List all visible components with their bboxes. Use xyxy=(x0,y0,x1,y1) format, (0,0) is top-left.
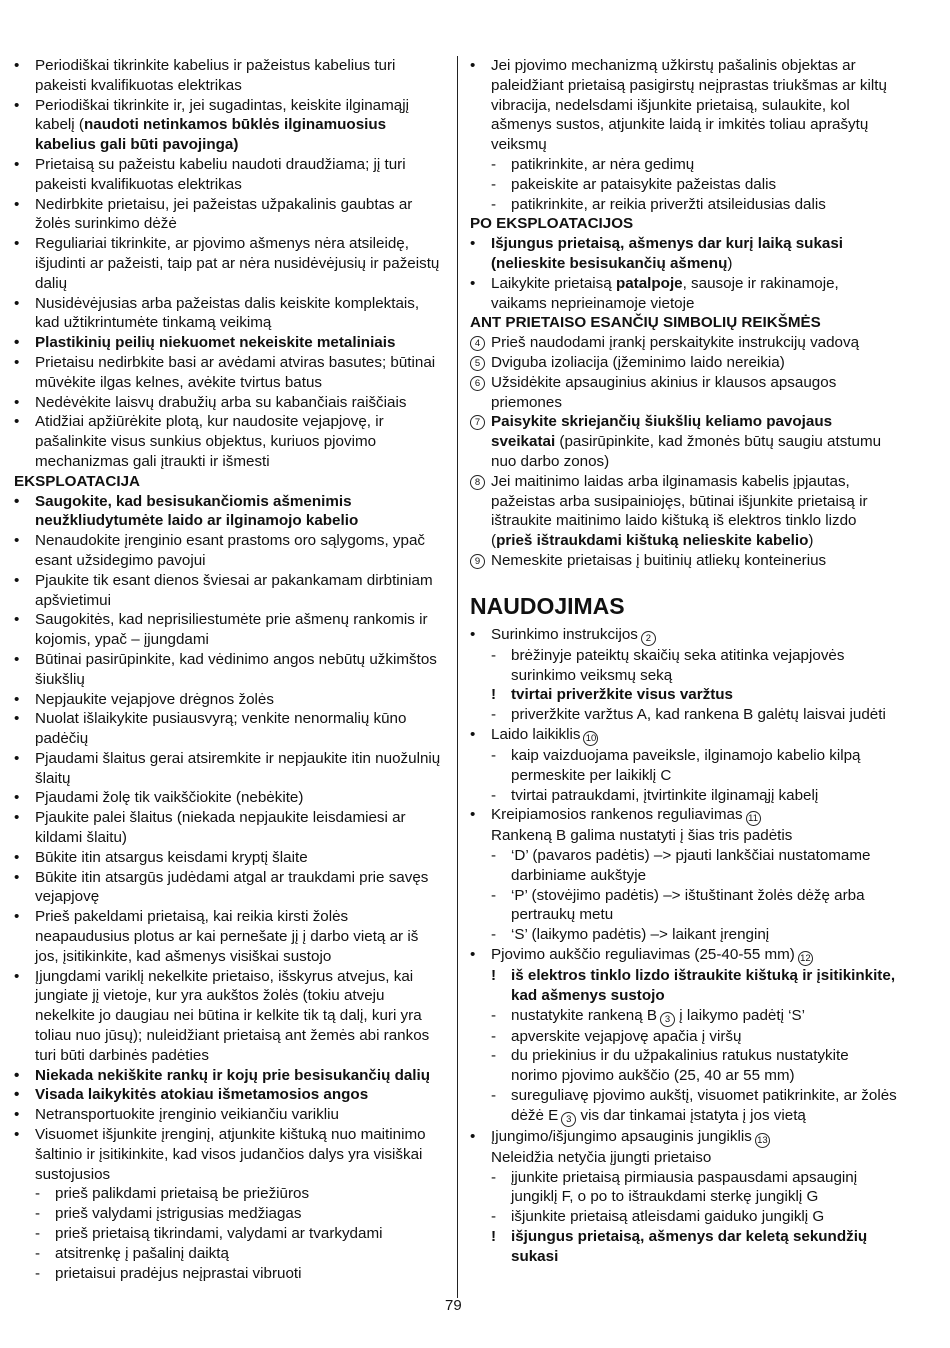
sub-list-item: - kaip vaizduojama paveiksle, ilginamojo kabelio kilpą permeskite per laikiklį C xyxy=(470,746,898,786)
list-item xyxy=(470,805,898,826)
list-item: • Visuomet išjunkite įrenginį, atjunkite kištuką nuo maitinimo šaltinio ir įsitikinkite, kad visos judančios dalys yra visiškai sustojusios xyxy=(14,1125,446,1184)
circled-number: 5 xyxy=(470,356,485,371)
circled-number: 4 xyxy=(470,336,485,351)
list-item: • Plastikinių peilių niekuomet nekeiskite metaliniais xyxy=(14,333,446,353)
item-text-bold: Išjungus prietaisą, ašmenys dar kurį laiką sukasi (nelieskite besisukančių ašmenų xyxy=(491,235,844,272)
list-item: • Saugokitės, kad neprisiliestumėte prie ašmenų rankomis ir kojomis, ypač – įjungdami xyxy=(14,610,446,650)
list-item: • Nuolat išlaikykite pusiausvyrą; venkite nenormalių kūno padėčių xyxy=(14,709,446,749)
circled-number: 9 xyxy=(470,554,485,569)
item-text-bold: Paisykite skriejančių šiukšlių keliamo pavojaus sveikatai xyxy=(491,413,833,451)
sub-list-item: - apverskite vejapjovę apačia į viršų xyxy=(470,1027,898,1047)
sub-list-item: - ‘P’ (stovėjimo padėtis) –> ištuštinant žolės dėžę arba pertraukų metu xyxy=(470,886,898,926)
list-item: • Pjaudami žolę tik vaikščiokite (nebėkite) xyxy=(14,788,446,808)
sub-list-item: - prietaisui pradėjus neįprastai vibruoti xyxy=(14,1264,446,1284)
list-item: • Būtinai pasirūpinkite, kad vėdinimo angos nebūtų užkimštos šiukšlių xyxy=(14,650,446,690)
item-text: į laikymo padėtį ‘S’ xyxy=(675,1006,806,1024)
sub-list-item: - priveržkite varžtus A, kad rankena B galėtų laisvai judėti xyxy=(470,705,898,725)
list-item: • Būkite itin atsargūs judėdami atgal ar traukdami prie savęs vejapjovę xyxy=(14,868,446,908)
list-item: • Visada laikykitės atokiau išmetamosios angos xyxy=(14,1085,446,1105)
list-item: • Pjaudami šlaitus gerai atsiremkite ir nepjaukite itin nuožulnių šlaitų xyxy=(14,749,446,789)
list-item: • Saugokite, kad besisukančiomis ašmenimis neužkliudytumėte laido ar ilginamojo kabelio xyxy=(14,492,446,532)
list-item xyxy=(470,274,898,314)
list-item: • Reguliariai tikrinkite, ar pjovimo ašmenys nėra atsileidę, išjudinti ar pažeisti, taip pat ar nėra nusidėvėjusių ir pažeistų dalių xyxy=(14,234,446,293)
list-item xyxy=(470,1127,898,1148)
page-number: 79 xyxy=(445,1297,462,1314)
item-text-bold: prieš ištraukdami kištuką nelieskite kabelio xyxy=(496,532,809,550)
item-text: Įjungimo/išjungimo apsauginis jungiklis xyxy=(491,1127,752,1145)
paragraph: Rankeną B galima nustatyti į šias tris padėtis xyxy=(491,827,793,845)
section-heading-symbols: ANT PRIETAISO ESANČIŲ SIMBOLIŲ REIKŠMĖS xyxy=(470,314,821,332)
list-item: • Būkite itin atsargus keisdami kryptį šlaite xyxy=(14,848,446,868)
item-text: ) xyxy=(808,532,814,550)
warning-item: ! iš elektros tinklo lizdo ištraukite kištuką ir įsitikinkite, kad ašmenys sustojo xyxy=(470,966,898,1006)
sub-list-item: - prieš prietaisą tikrindami, valydami ar tvarkydami xyxy=(14,1224,446,1244)
item-text: Nemeskite prietaisas į buitinių atliekų konteinerius xyxy=(491,551,827,569)
item-text: Prieš naudodami įrankį perskaitykite instrukcijų vadovą xyxy=(491,334,860,352)
symbol-item xyxy=(470,373,898,413)
sub-list-item: - ‘S’ (laikymo padėtis) –> laikant įrenginį xyxy=(470,925,898,945)
warning-item: ! tvirtai priveržkite visus varžtus xyxy=(470,685,898,705)
list-item: • Atidžiai apžiūrėkite plotą, kur naudosite vejapjovę, ir pašalinkite visus sunkius objektus, kuriuos pjovimo mechanizmas gali įtraukti ir išmesti xyxy=(14,412,446,471)
sub-list-item: - patikrinkite, ar nėra gedimų xyxy=(470,155,898,175)
list-item xyxy=(470,625,898,646)
list-item: • Nenaudokite įrenginio esant prastoms oro sąlygoms, ypač esant užsidegimo pavojui xyxy=(14,531,446,571)
item-text: Laido laikiklis xyxy=(491,725,581,743)
circled-number: 7 xyxy=(470,415,485,430)
circled-number: 2 xyxy=(641,631,656,646)
sub-list-item: - patikrinkite, ar reikia priveržti atsileidusias dalis xyxy=(470,195,898,215)
list-item: • Įjungdami variklį nekelkite prietaiso, išskyrus atvejus, kai jungiate jį vietoje, kur yra aukštos žolės (tokiu atveju nekelkite jo daugiau nei būtina ir kelkite tik tą dalį, kuri yra toliau nuo jūsų); nuleidžiant prietaisą ant žemės abi rankos turi būti darbinės padėties xyxy=(14,967,446,1066)
item-text: Laikykite prietaisą xyxy=(491,274,616,292)
item-text: Užsidėkite apsauginius akinius ir klausos apsaugos priemones xyxy=(491,373,837,411)
circled-number: 12 xyxy=(798,951,813,966)
circled-number: 3 xyxy=(660,1012,675,1027)
item-text-bold: naudoti netinkamos būklės ilginamuosius kabelius gali būti pavojinga) xyxy=(35,116,387,154)
sub-list-item: - prieš palikdami prietaisą be priežiūros xyxy=(14,1184,446,1204)
list-item: • Pjaukite palei šlaitus (niekada nepjaukite leisdamiesi ar kildami šlaitu) xyxy=(14,808,446,848)
circled-number: 10 xyxy=(583,731,598,746)
item-text-bold: patalpoje xyxy=(615,274,683,292)
column-divider xyxy=(457,56,458,1298)
list-item: • Nusidėvėjusias arba pažeistas dalis keiskite komplektais, kad užtikrintumėte tinkamą veikimą xyxy=(14,294,446,334)
list-item: • Prietaisu nedirbkite basi ar avėdami atviras basutes; būtinai mūvėkite ilgas kelnes, avėkite tvirtus batus xyxy=(14,353,446,393)
sub-list-item: - brėžinyje pateiktų skaičių seka atitinka vejapjovės surinkimo veiksmų seką xyxy=(470,646,898,686)
list-item: • Prietaisą su pažeistu kabeliu naudoti draudžiama; jį turi pakeisti kvalifikuotas elektrikas xyxy=(14,155,446,195)
list-item: • Netransportuokite įrenginio veikiančiu varikliu xyxy=(14,1105,446,1125)
sub-list-item: - išjunkite prietaisą atleisdami gaiduko jungiklį G xyxy=(470,1207,898,1227)
list-item: • Nepjaukite vejapjove drėgnos žolės xyxy=(14,690,446,710)
list-item: • Jei pjovimo mechanizmą užkirstų pašalinis objektas ar paleidžiant prietaisą pasigirstų neįprastas triukšmas ar kiltų vibracija, nedelsdami išjunkite prietaisą, sulaukite, kol ašmenys sustos, atjunkite laidą ir imkitės toliau aprašytų veiksmų xyxy=(470,56,898,155)
warning-item: ! išjungus prietaisą, ašmenys dar keletą sekundžių sukasi xyxy=(470,1227,898,1267)
sub-list-item: - ‘D’ (pavaros padėtis) –> pjauti lankščiai nustatomame darbiniame aukštyje xyxy=(470,846,898,886)
section-title-naudojimas: NAUDOJIMAS xyxy=(470,592,625,619)
list-item: • Niekada nekiškite rankų ir kojų prie besisukančių dalių xyxy=(14,1066,446,1086)
item-text: Jei maitinimo laidas arba ilginamasis kabelis įpjautas, pažeistas arba susipainiojęs, būtinai išjunkite prietaisą ir ištraukite maitinimo laido kištuką iš elektros tinklo lizdo ( xyxy=(491,472,868,550)
circled-number: 11 xyxy=(746,811,761,826)
circled-number: 13 xyxy=(755,1133,770,1148)
sub-list-item xyxy=(470,1006,898,1027)
list-item: • Pjaukite tik esant dienos šviesai ar pakankamam dirbtiniam apšvietimui xyxy=(14,571,446,611)
paragraph: Neleidžia netyčia įjungti prietaiso xyxy=(491,1148,712,1166)
item-text: Dviguba izoliacija (įžeminimo laido nereikia) xyxy=(491,353,785,371)
item-text: vis dar tinkamai įstatyta į jos vietą xyxy=(576,1106,806,1124)
sub-list-item: - atsitrenkę į pašalinį daiktą xyxy=(14,1244,446,1264)
item-text: Periodiškai tikrinkite ir, jei sugadintas, keiskite ilginamąjį kabelį ( xyxy=(35,96,409,134)
circled-number: 6 xyxy=(470,376,485,391)
symbol-item xyxy=(470,551,898,571)
circled-number: 3 xyxy=(561,1112,576,1127)
left-column xyxy=(14,56,446,1283)
item-text: sureguliavę pjovimo aukštį, visuomet patikrinkite, ar žolės dėžė E xyxy=(511,1087,897,1124)
right-column xyxy=(470,56,898,1267)
item-text: , sausoje ir rakinamoje, vaikams neprieinamoje vietoje xyxy=(491,274,839,312)
sub-list-item: - du priekinius ir du užpakalinius ratukus nustatykite norimo pjovimo aukščio (25, 40 ar 55 mm) xyxy=(470,1046,898,1086)
sub-list-item: - pakeiskite ar pataisykite pažeistas dalis xyxy=(470,175,898,195)
sub-list-item: - tvirtai patraukdami, įtvirtinkite ilginamąjį kabelį xyxy=(470,786,898,806)
item-text: ) xyxy=(727,254,733,272)
list-item xyxy=(470,234,898,274)
symbol-item xyxy=(470,412,898,471)
list-item xyxy=(470,725,898,746)
item-text: nustatykite rankeną B xyxy=(511,1006,658,1024)
item-text: Surinkimo instrukcijos xyxy=(491,625,638,643)
item-text: Kreipiamosios rankenos reguliavimas xyxy=(491,806,743,824)
list-item: • Prieš pakeldami prietaisą, kai reikia kirsti žolės neapaudusius plotus ar kai pernešate jį į darbo vietą ar iš jos, įsitikinkite, kad ašmenys visiškai sustojo xyxy=(14,907,446,966)
item-text: Pjovimo aukščio reguliavimas (25-40-55 mm) xyxy=(491,946,795,964)
sub-list-item: - įjunkite prietaisą pirmiausia paspausdami apsauginį jungiklį F, o po to ištraukdami sterkę jungiklį G xyxy=(470,1168,898,1208)
list-item: • Nedėvėkite laisvų drabužių arba su kabančiais raiščiais xyxy=(14,393,446,413)
section-heading-po-eksploatacijos: PO EKSPLOATACIJOS xyxy=(470,215,634,233)
item-text: (pasirūpinkite, kad žmonės būtų saugiu atstumu nuo darbo zonos) xyxy=(491,433,882,470)
symbol-item xyxy=(470,333,898,353)
section-heading-eksploatacija: EKSPLOATACIJA xyxy=(14,472,141,490)
sub-list-item: - prieš valydami įstrigusias medžiagas xyxy=(14,1204,446,1224)
symbol-item xyxy=(470,353,898,373)
circled-number: 8 xyxy=(470,475,485,490)
list-item: • Periodiškai tikrinkite kabelius ir pažeistus kabelius turi pakeisti kvalifikuotas elektrikas xyxy=(14,56,446,96)
list-item xyxy=(14,96,446,155)
list-item xyxy=(470,945,898,966)
symbol-item xyxy=(470,472,898,551)
list-item: • Nedirbkite prietaisu, jei pažeistas užpakalinis gaubtas ar žolės surinkimo dėžė xyxy=(14,195,446,235)
sub-list-item xyxy=(470,1086,898,1127)
